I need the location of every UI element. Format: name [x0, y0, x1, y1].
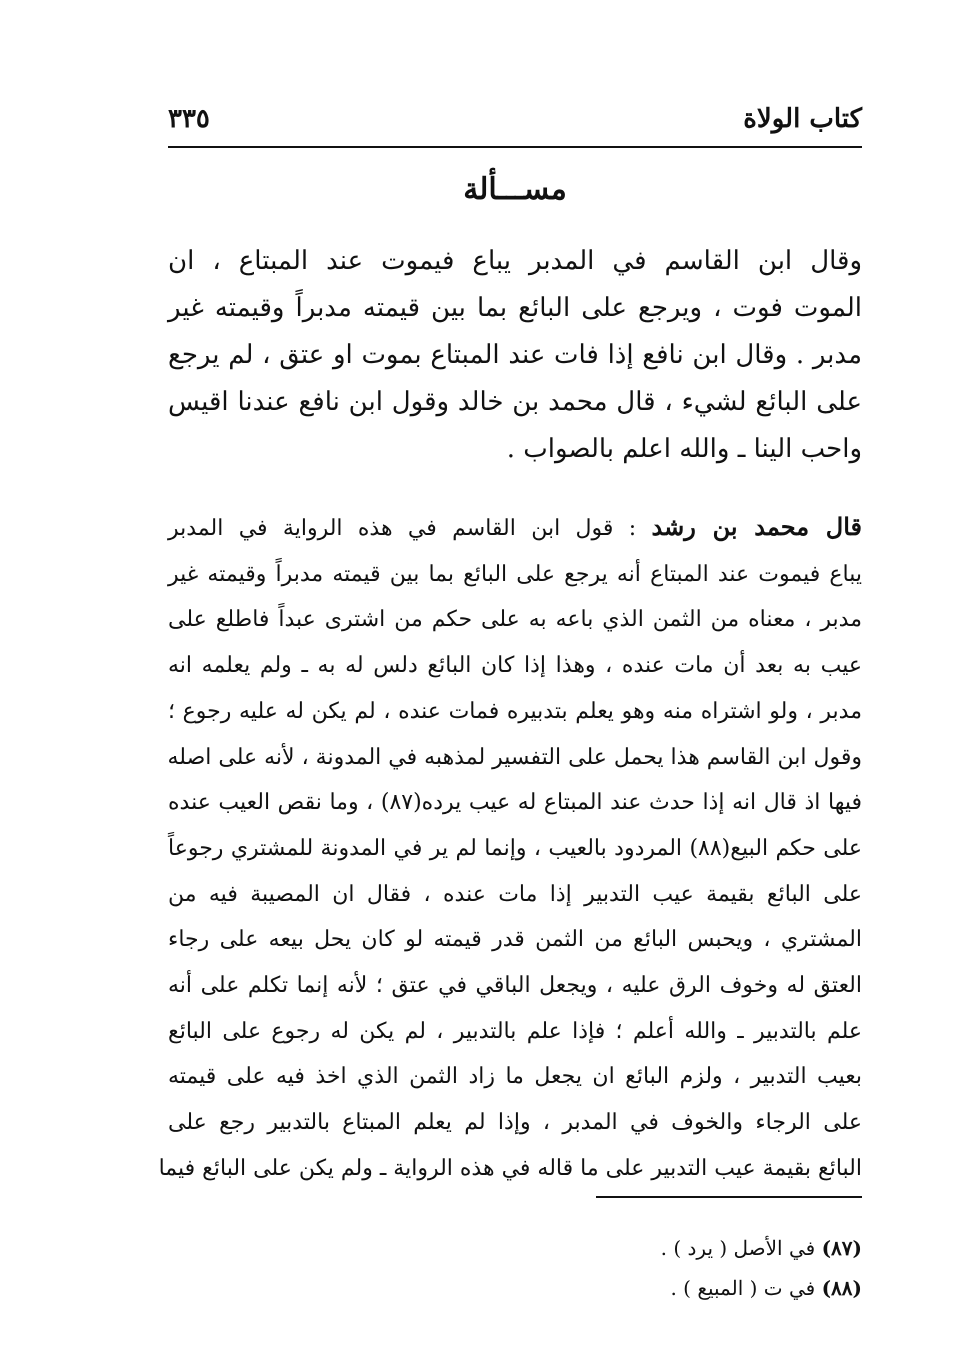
section-title: مســـألة: [463, 172, 567, 207]
paragraph-1: [168, 238, 862, 473]
paragraph-line: مدبر ، ولو اشتراه منه وهو يعلم بتدبيره فمات عنده ، لم يكن له عليه رجوع ؛: [168, 698, 862, 724]
paragraph-first-line: [168, 504, 862, 552]
paragraph-line: فيها اذ قال انه إذا حدث عند المبتاع له عيب يرده(٨٧) ، وما نقص العيب عنده: [168, 790, 862, 816]
paragraph-line: مدبر ، معناه من الثمن الذي باعه به على حكم من اشترى عبداً فاطلع على: [168, 607, 862, 633]
paragraph-2: [158, 504, 862, 1192]
paragraph-line: يباع فيموت عند المبتاع أنه يرجع على البائع بما بين قيمته مدبراً وقيمته غير: [168, 561, 862, 587]
paragraph-line: بعيب التدبير ، ولزم البائع ان يجعل ما زاد الثمن الذي اخذ فيه على قيمته: [168, 1064, 862, 1090]
footnote: [168, 1228, 862, 1268]
paragraph-line: البائع بقيمة عيب التدبير على ما قاله في هذه الرواية ـ ولم يكن على البائع فيما: [158, 1155, 862, 1181]
footnote-text: في ت ( المبيع ) .: [670, 1276, 816, 1300]
footnote: [168, 1268, 862, 1308]
speaker-name: قال محمد بن رشد: [651, 512, 862, 541]
paragraph-line: عيب به بعد أن مات عنده ، وهذا إذا كان البائع دلس له به ـ ولم يعلمه انه: [168, 653, 862, 679]
paragraph-line: وقال ابن القاسم في المدبر يباع فيموت عند المبتاع ، ان: [168, 246, 862, 276]
footnotes: [168, 1228, 862, 1308]
footnote-rule: [596, 1196, 862, 1198]
running-title: كتاب الولاة: [743, 104, 862, 134]
paragraph-line: الموت فوت ، ويرجع على البائع بما بين قيمته مدبراً وقيمته غير: [168, 293, 862, 323]
paragraph-line: واحب الينا ـ والله اعلم بالصواب .: [506, 434, 862, 464]
footnote-text: في الأصل ( يرد ) .: [660, 1236, 816, 1260]
header-rule: [168, 146, 862, 148]
page-header: [168, 102, 862, 142]
paragraph-line: على البائع لشيء ، قال محمد بن خالد وقول ابن نافع عندنا اقيس: [168, 387, 862, 417]
paragraph-line: مدبر . وقال ابن نافع إذا فات عند المبتاع بموت او عتق ، لم يرجع: [168, 340, 862, 370]
footnote-number: (٨٨): [821, 1276, 862, 1300]
paragraph-line: العتق له وخوف الرق عليه ، ويجعل الباقي في عتق ؛ لأنه إنما تكلم على أنه: [168, 973, 862, 999]
paragraph-line-rest: : قول ابن القاسم في هذه الرواية في المدبر: [168, 516, 637, 541]
paragraph-line: على حكم البيع(٨٨) المردود بالعيب ، وإنما لم ير في المدونة للمشتري رجوعاً: [168, 835, 862, 861]
paragraph-line: على الرجاء والخوف في المدبر ، وإذا لم يعلم المبتاع بالتدبير رجع على: [168, 1110, 862, 1136]
footnote-number: (٨٧): [821, 1236, 862, 1260]
paragraph-line: علم بالتدبير ـ والله أعلم ؛ فإذا علم بالتدبير ، لم يكن له رجوع على البائع: [168, 1018, 862, 1044]
paragraph-line: المشتري ، ويحبس البائع من الثمن قدر قيمته لو كان يحل بيعه على رجاء: [168, 927, 862, 953]
paragraph-line: وقول ابن القاسم هذا يحمل على التفسير لمذهبه في المدونة ، لأنه على اصله: [167, 744, 862, 770]
paragraph-line: على البائع بقيمة عيب التدبير إذا مات عنده ، فقال ان المصيبة فيه من: [168, 881, 862, 907]
page-number: ٣٣٥: [168, 104, 210, 134]
